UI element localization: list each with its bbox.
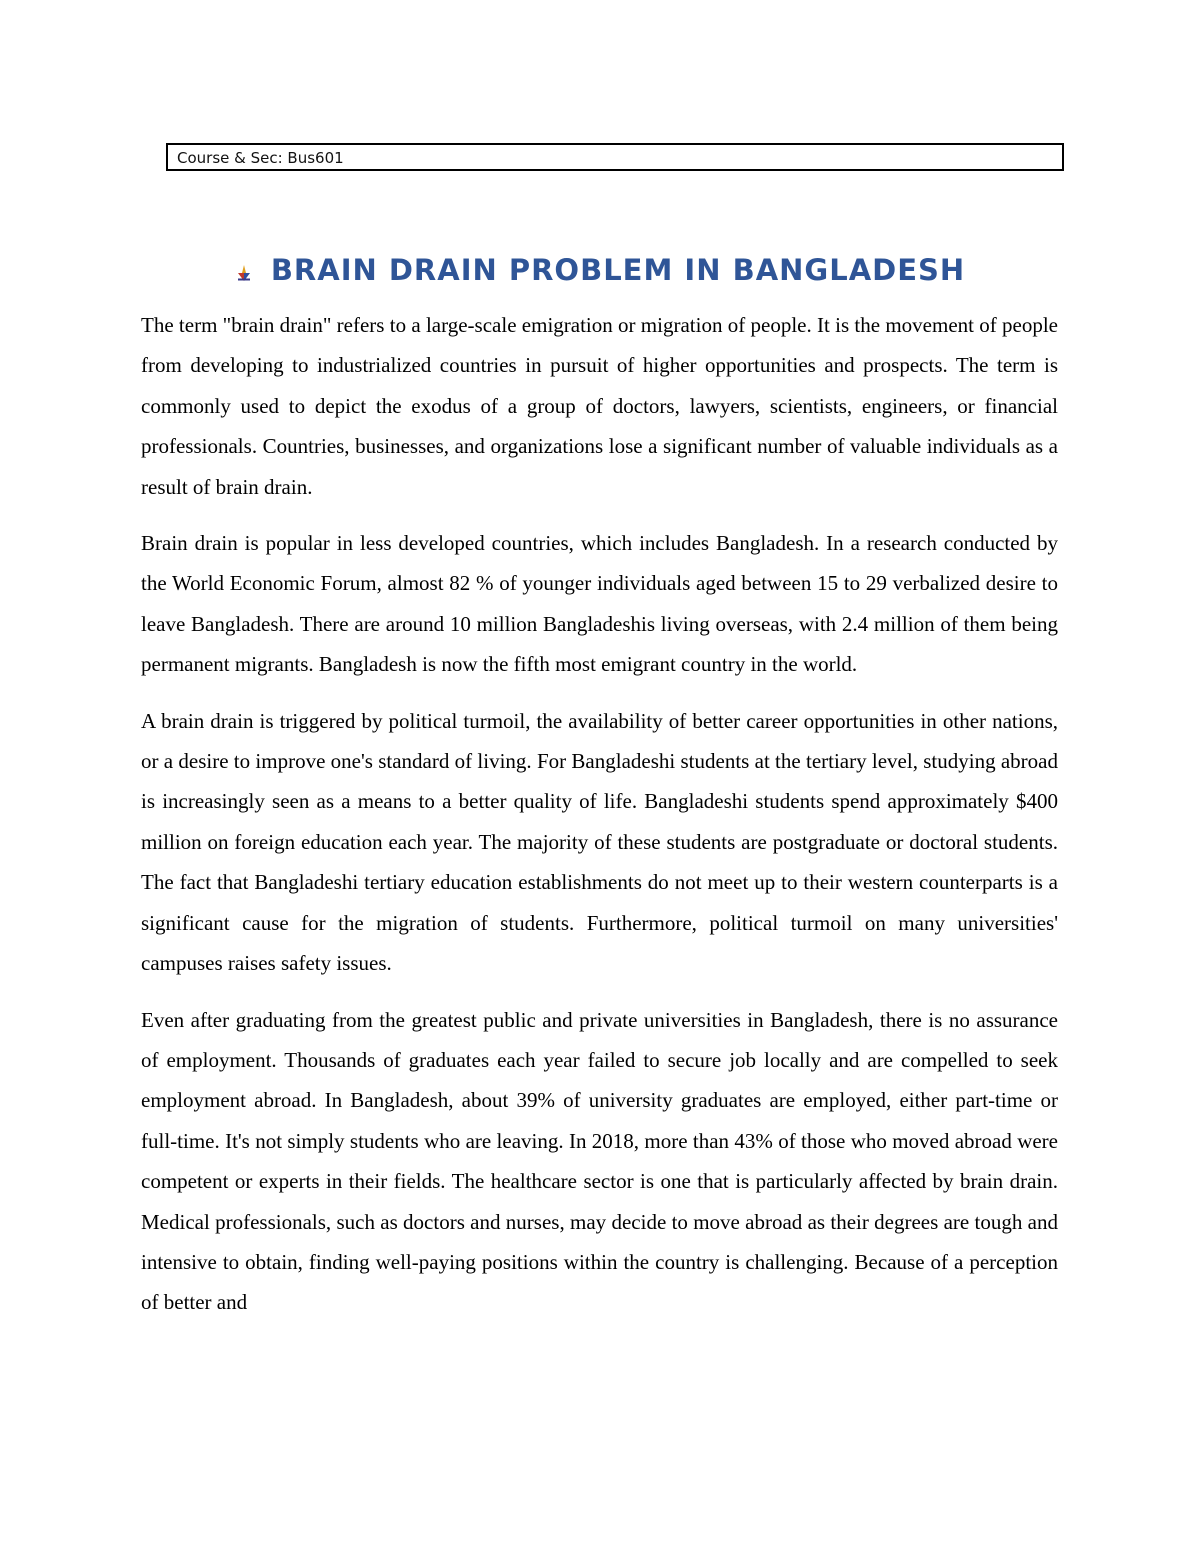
paragraph: A brain drain is triggered by political turmoil, the availability of better career opportunities in other nations, or a desire to improve one's standard of living. For Bangladeshi students at the tertiary level, studying abroad is increasingly seen as a means to a better quality of life. Bangladeshi students spend approximately $400 million on foreign education each year. The majority of these students are postgraduate or doctoral students. The fact that Bangladeshi tertiary education establishments do not meet up to their western counterparts is a significant cause for the migration of students. Furthermore, political turmoil on many universities' campuses raises safety issues. (141, 708, 1058, 976)
title-group (235, 253, 965, 287)
document-body (141, 305, 1058, 1339)
paragraph: Brain drain is popular in less developed countries, which includes Bangladesh. In a research conducted by the World Economic Forum, almost 82 % of younger individuals aged between 15 to 29 verbalized desire to leave Bangladesh. There are around 10 million Bangladeshis living overseas, with 2.4 million of them being permanent migrants. Bangladesh is now the fifth most emigrant country in the world. (141, 531, 1058, 677)
course-section-text: Course & Sec: Bus601 (177, 149, 344, 167)
course-section-box (166, 143, 1064, 171)
paragraph: The term "brain drain" refers to a large-scale emigration or migration of people. It is the movement of people from developing to industrialized countries in pursuit of higher opportunities and prospects. The term is commonly used to depict the exodus of a group of doctors, lawyers, scientists, engineers, or financial professionals. Countries, businesses, and organizations lose a significant number of valuable individuals as a result of brain drain. (141, 313, 1058, 499)
arrow-bullet-icon (235, 264, 253, 282)
title-row (0, 250, 1200, 290)
page-title: BRAIN DRAIN PROBLEM IN BANGLADESH (270, 253, 966, 287)
paragraph: Even after graduating from the greatest public and private universities in Bangladesh, there is no assurance of employment. Thousands of graduates each year failed to secure job locally and are compelled to seek employment abroad. In Bangladesh, about 39% of university graduates are employed, either part-time or full-time. It's not simply students who are leaving. In 2018, more than 43% of those who moved abroad were competent or experts in their fields. The healthcare sector is one that is particularly affected by brain drain. Medical professionals, such as doctors and nurses, may decide to move abroad as their degrees are tough and intensive to obtain, finding well-paying positions within the country is challenging. Because of a perception of better and (141, 1007, 1058, 1315)
